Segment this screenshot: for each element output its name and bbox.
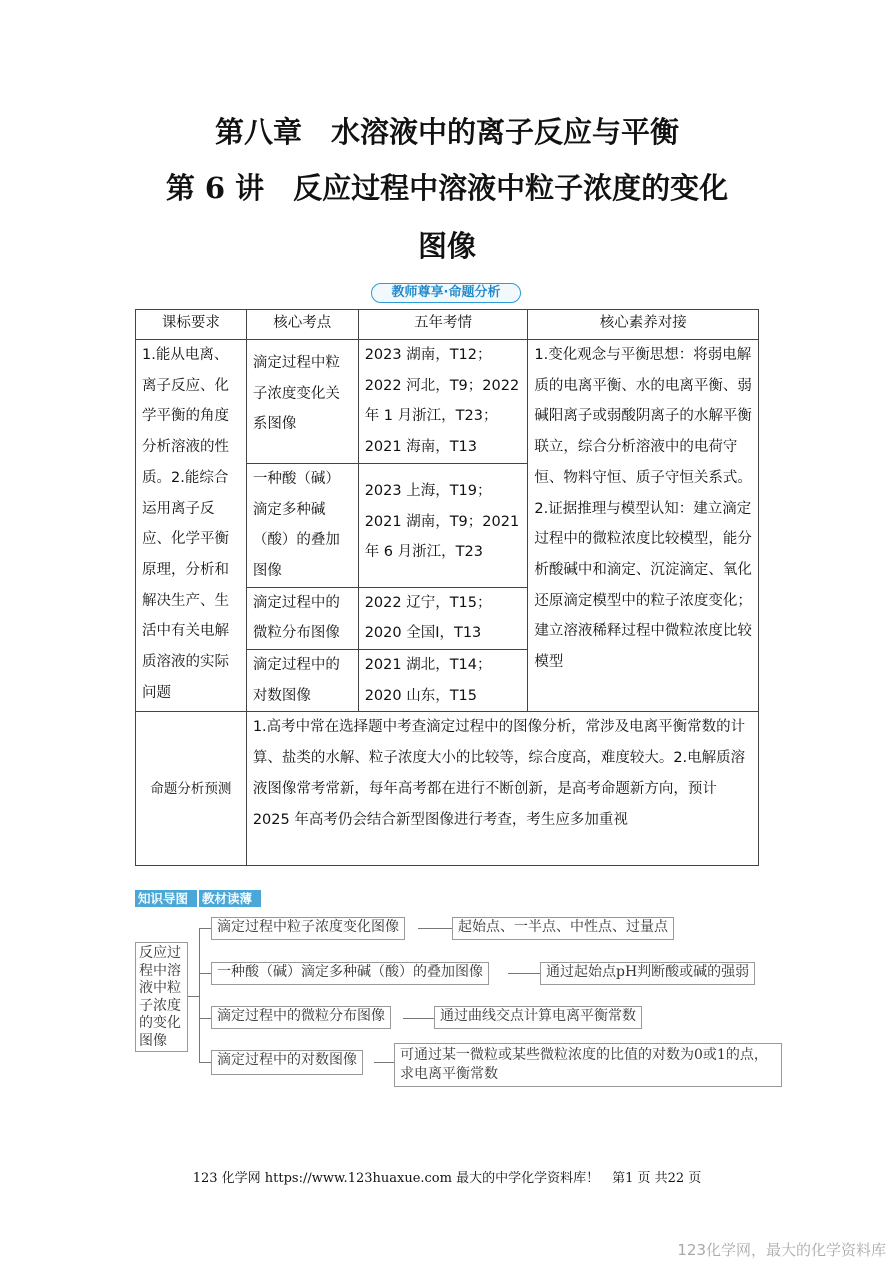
watermark: 123化学网，最大的化学资料库	[677, 1241, 886, 1259]
textbook-tag: 教材读薄	[199, 890, 261, 907]
mindmap-connector	[403, 1018, 434, 1019]
mindmap-branch: 滴定过程中的对数图像	[211, 1050, 363, 1075]
mindmap-root: 反应过程中溶液中粒子浓度的变化图像	[135, 942, 188, 1052]
chapter-title: 第八章 水溶液中的离子反应与平衡	[214, 115, 679, 149]
exam-cell: 2022 辽宁，T15；2020 全国Ⅰ，T13	[358, 587, 528, 649]
exam-cell: 2023 湖南，T12；2022 河北，T9；2022 年 1 月浙江，T23；2021 海南，T13	[358, 340, 528, 464]
topic-cell: 滴定过程中的对数图像	[246, 650, 358, 712]
mindmap-branch: 滴定过程中的微粒分布图像	[211, 1006, 391, 1029]
mindmap-connector	[188, 996, 199, 997]
table-header-row	[136, 310, 759, 340]
mindmap-connector	[418, 928, 452, 929]
teacher-badge: 教师尊享·命题分析	[371, 283, 521, 303]
requirements-cell: 1.能从电离、离子反应、化学平衡的角度分析溶液的性质。2.能综合运用离子反应、化学平衡原理，分析和解决生产、生活中有关电解质溶液的实际问题	[136, 340, 247, 712]
mindmap-connector	[199, 928, 211, 929]
prediction-label: 命题分析预测	[136, 712, 247, 866]
mindmap-branch: 一种酸（碱）滴定多种碱（酸）的叠加图像	[211, 962, 489, 985]
mindmap-branch: 滴定过程中粒子浓度变化图像	[211, 917, 405, 940]
mindmap-connector	[199, 1062, 211, 1063]
mindmap-connector	[508, 973, 540, 974]
table-header: 核心素养对接	[528, 310, 759, 340]
table-row	[136, 340, 759, 464]
page-footer: 123 化学网 https://www.123huaxue.com 最大的中学化学资料库！ 第1 页 共22 页	[192, 1171, 702, 1186]
mindmap-connector	[199, 973, 211, 974]
mindmap-connector	[199, 1018, 211, 1019]
lecture-title: 第 6 讲 反应过程中溶液中粒子浓度的变化	[165, 171, 729, 205]
topic-cell: 一种酸（碱）滴定多种碱（酸）的叠加图像	[246, 463, 358, 587]
topic-cell: 滴定过程中的微粒分布图像	[246, 587, 358, 649]
exam-cell: 2021 湖北，T14；2020 山东，T15	[358, 650, 528, 712]
mindmap-detail: 通过起始点pH判断酸或碱的强弱	[540, 962, 755, 985]
lecture-title-line2: 图像	[417, 229, 476, 263]
mindmap-connector	[199, 928, 200, 1062]
mindmap-detail: 起始点、一半点、中性点、过量点	[452, 917, 674, 940]
prediction-text: 1.高考中常在选择题中考查滴定过程中的图像分析，常涉及电离平衡常数的计算、盐类的水解、粒子浓度大小的比较等，综合度高，难度较大。2.电解质溶液图像常考常新，每年高考都在进行不断创新，是高考命题新方向，预计 2025 年高考仍会结合新型图像进行考查，考生应多加重视	[246, 712, 758, 866]
exam-cell: 2023 上海，T19；2021 湖南，T9；2021 年 6 月浙江，T23	[358, 463, 528, 587]
mindmap-connector	[374, 1062, 394, 1063]
topic-cell: 滴定过程中粒子浓度变化关系图像	[246, 340, 358, 464]
analysis-table	[135, 309, 759, 866]
prediction-row	[136, 712, 759, 866]
knowledge-map-tag: 知识导图	[135, 890, 197, 907]
table-header: 课标要求	[136, 310, 247, 340]
table-header: 五年考情	[358, 310, 528, 340]
mindmap-detail: 通过曲线交点计算电离平衡常数	[434, 1006, 642, 1029]
mindmap-detail: 可通过某一微粒或某些微粒浓度的比值的对数为0或1的点，求电离平衡常数	[394, 1043, 782, 1087]
literacy-cell: 1.变化观念与平衡思想：将弱电解质的电离平衡、水的电离平衡、弱碱阳离子或弱酸阴离子的水解平衡联立，综合分析溶液中的电荷守恒、物料守恒、质子守恒关系式。2.证据推理与模型认知：建立滴定过程中的微粒浓度比较模型，能分析酸碱中和滴定、沉淀滴定、氧化还原滴定模型中的粒子浓度变化；建立溶液稀释过程中微粒浓度比较模型	[528, 340, 759, 712]
table-header: 核心考点	[246, 310, 358, 340]
